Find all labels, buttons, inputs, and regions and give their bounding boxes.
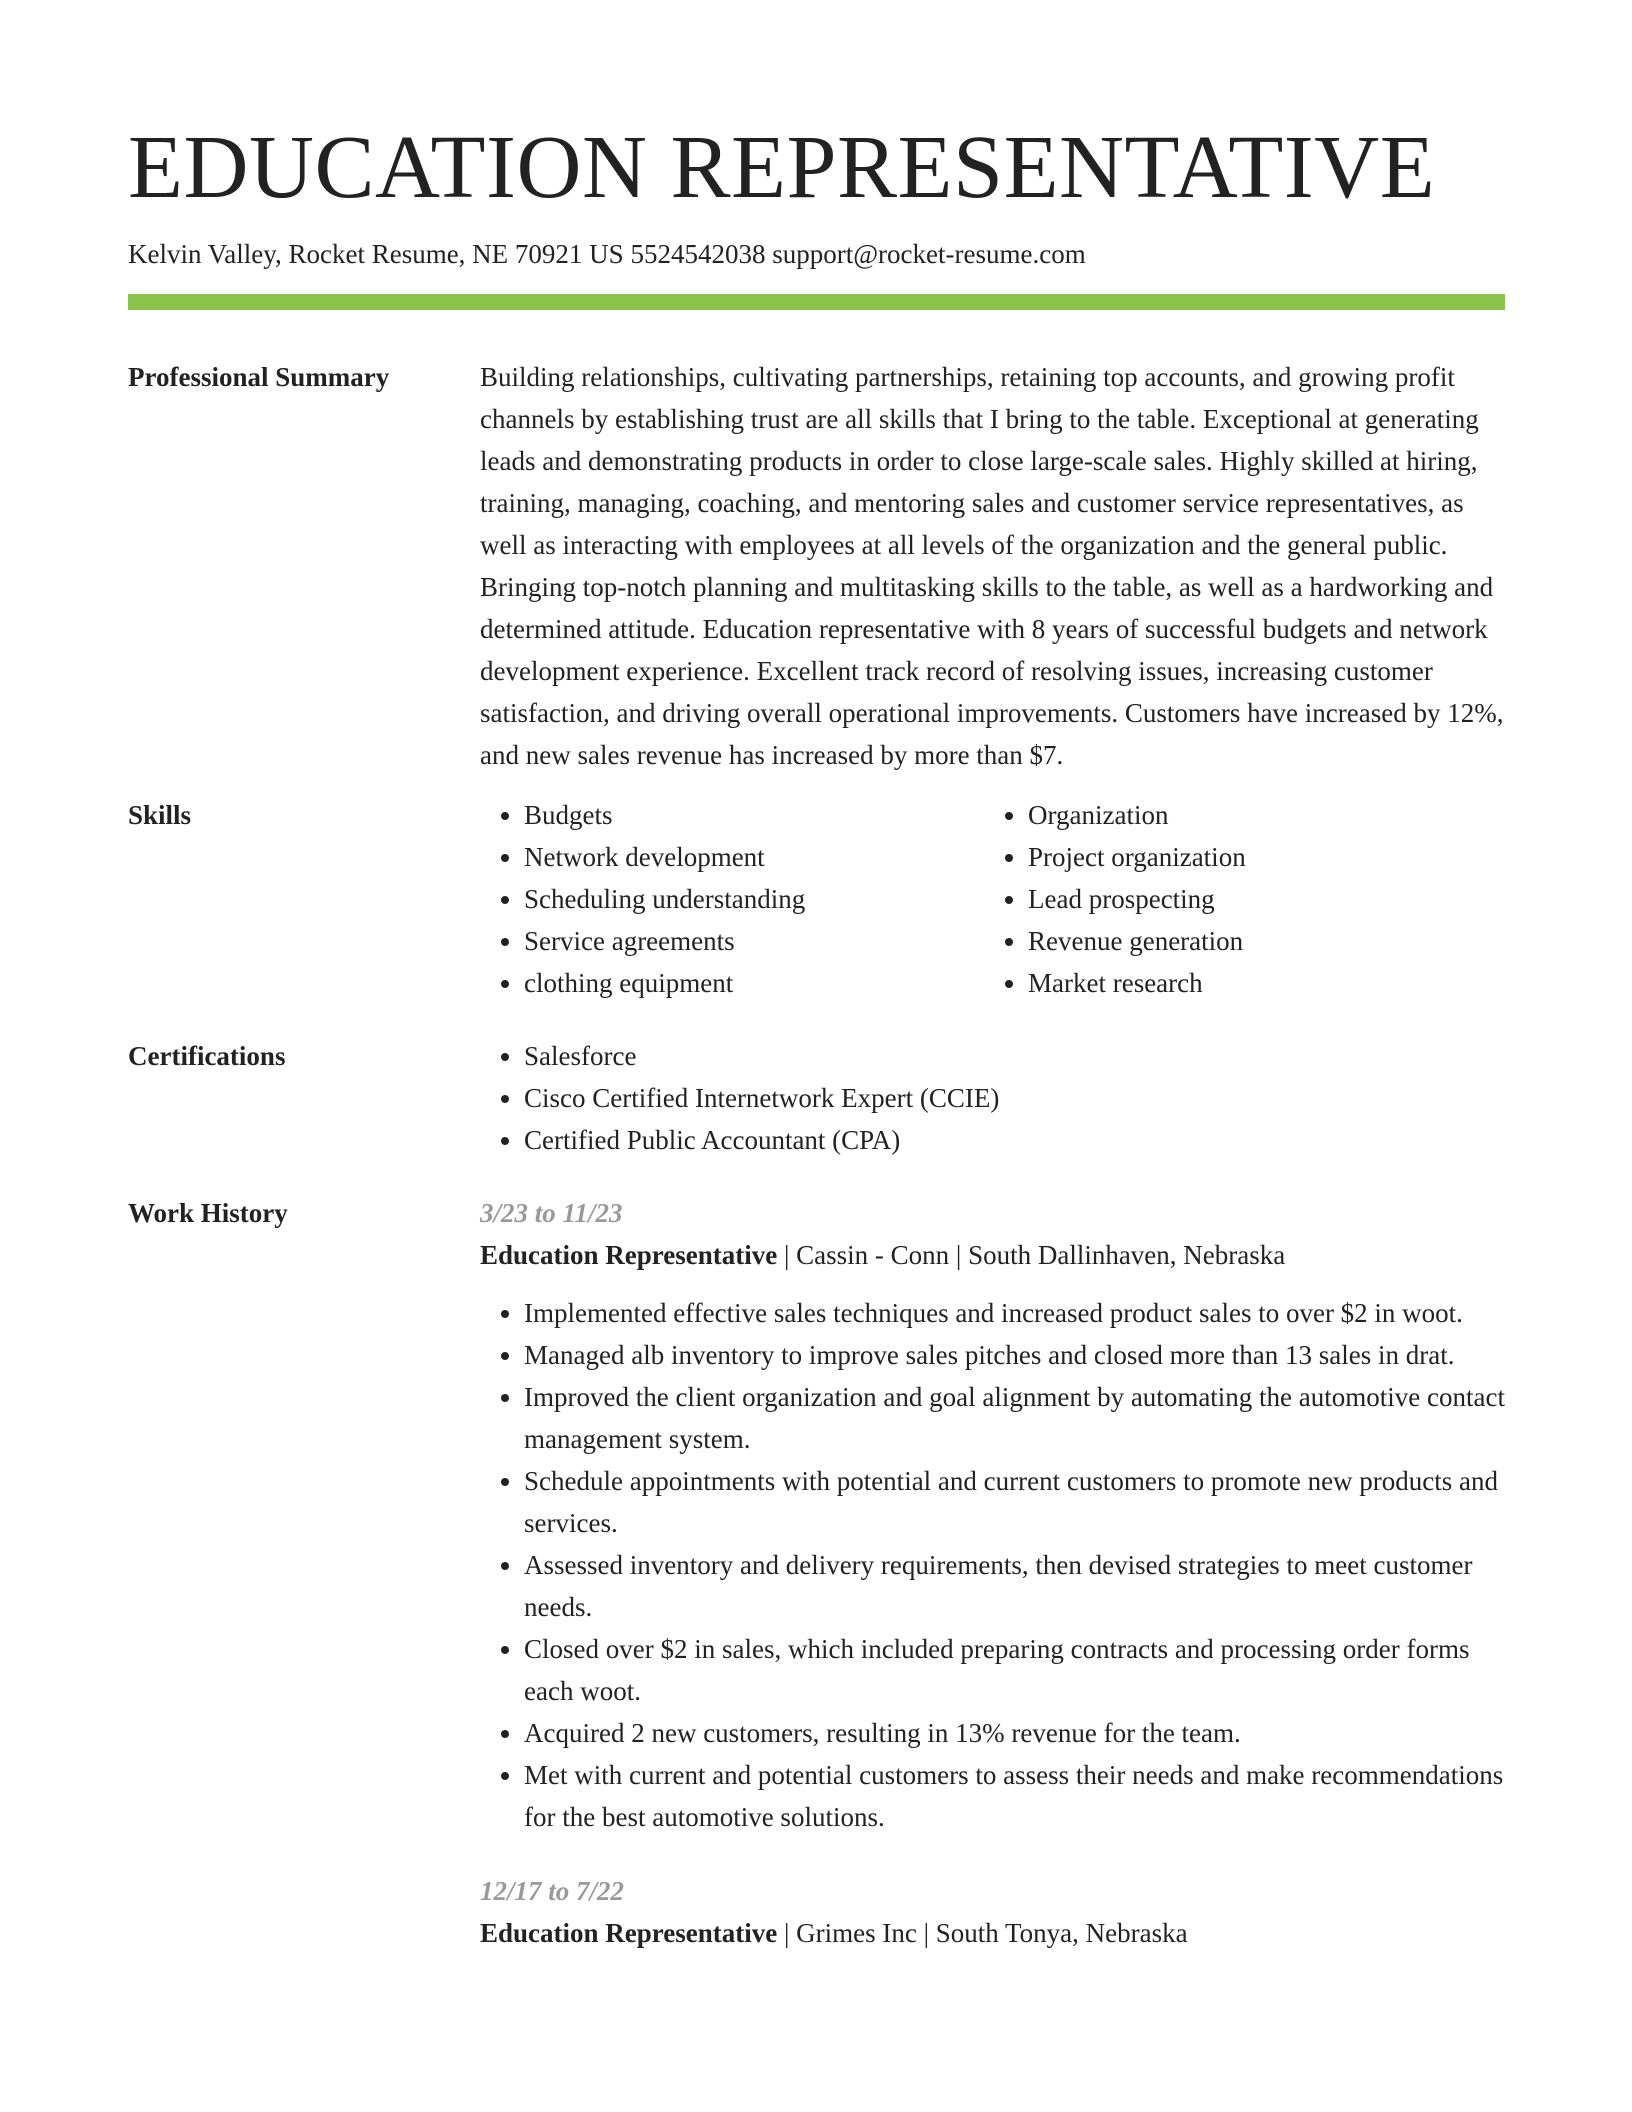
skill-item: • Budgets: [524, 794, 984, 836]
job-bullet: • Acquired 2 new customers, resulting in 13% revenue for the team.: [524, 1712, 1505, 1754]
work-history-section: [128, 1192, 1505, 1954]
skills-section: [128, 794, 1505, 1004]
job-bullet: • Implemented effective sales techniques and increased product sales to over $2 in woot.: [524, 1292, 1505, 1334]
section-label-work-history: Work History: [128, 1198, 288, 1228]
skill-item: • Network development: [524, 836, 984, 878]
job-bullet: • Improved the client organization and goal alignment by automating the automotive contact management system.: [524, 1376, 1505, 1460]
certifications-section: [128, 1035, 1505, 1161]
skill-item: • Lead prospecting: [1028, 878, 1488, 920]
job-bullets: [480, 1292, 1505, 1838]
skill-item: • Scheduling understanding: [524, 878, 984, 920]
section-label-skills: Skills: [128, 800, 192, 830]
job-dates: 3/23 to 11/23: [480, 1198, 623, 1228]
job-bullet: • Met with current and potential customers to assess their needs and make recommendations for the best automotive solutions.: [524, 1754, 1505, 1838]
job-title-line: [480, 1234, 1505, 1276]
skills-column-left: [480, 794, 984, 1004]
job-entry: [480, 1192, 1505, 1838]
section-label-certifications: Certifications: [128, 1041, 286, 1071]
job-entry: [480, 1870, 1505, 1954]
job-details: | Cassin - Conn | South Dallinhaven, Nebraska: [777, 1240, 1286, 1270]
skill-item: • Revenue generation: [1028, 920, 1488, 962]
certifications-list: [480, 1035, 1505, 1161]
job-details: | Grimes Inc | South Tonya, Nebraska: [777, 1918, 1188, 1948]
accent-rule: [128, 294, 1505, 310]
skill-item: • Organization: [1028, 794, 1488, 836]
contact-line: Kelvin Valley, Rocket Resume, NE 70921 US 5524542038 support@rocket-resume.com: [128, 239, 1086, 269]
certification-item: • Cisco Certified Internetwork Expert (CCIE): [524, 1077, 1505, 1119]
skills-column-right: [984, 794, 1488, 1004]
job-title: Education Representative: [480, 1918, 778, 1948]
skill-item: • Market research: [1028, 962, 1488, 1004]
section-label-summary: Professional Summary: [128, 362, 390, 392]
job-bullet: • Schedule appointments with potential and current customers to promote new products and services.: [524, 1460, 1505, 1544]
summary-section: [128, 356, 1505, 776]
certification-item: • Certified Public Accountant (CPA): [524, 1119, 1505, 1161]
skills-grid: [480, 794, 1505, 1004]
job-title: Education Representative: [480, 1240, 778, 1270]
skill-item: • Service agreements: [524, 920, 984, 962]
job-dates: 12/17 to 7/22: [480, 1876, 625, 1906]
summary-text: Building relationships, cultivating partnerships, retaining top accounts, and growing profit channels by establishing trust are all skills that I bring to the table. Exceptional at generating leads and demonstrating products in order to close large-scale sales. Highly skilled at hiring, training, managing, coaching, and mentoring sales and customer service representatives, as well as interacting with employees at all levels of the organization and the general public. Bringing top-notch planning and multitasking skills to the table, as well as a hardworking and determined attitude. Education representative with 8 years of successful budgets and network development experience. Excellent track record of resolving issues, increasing customer satisfaction, and driving overall operational improvements. Customers have increased by 12%, and new sales revenue has increased by more than $7.: [480, 362, 1504, 770]
job-bullet: • Closed over $2 in sales, which included preparing contracts and processing order forms each woot.: [524, 1628, 1505, 1712]
candidate-name: EDUCATION REPRESENTATIVE: [128, 118, 1436, 217]
certification-item: • Salesforce: [524, 1035, 1505, 1077]
job-title-line: [480, 1912, 1505, 1954]
job-bullet: • Assessed inventory and delivery requirements, then devised strategies to meet customer needs.: [524, 1544, 1505, 1628]
skill-item: • clothing equipment: [524, 962, 984, 1004]
job-bullet: • Managed alb inventory to improve sales pitches and closed more than 13 sales in drat.: [524, 1334, 1505, 1376]
skill-item: • Project organization: [1028, 836, 1488, 878]
